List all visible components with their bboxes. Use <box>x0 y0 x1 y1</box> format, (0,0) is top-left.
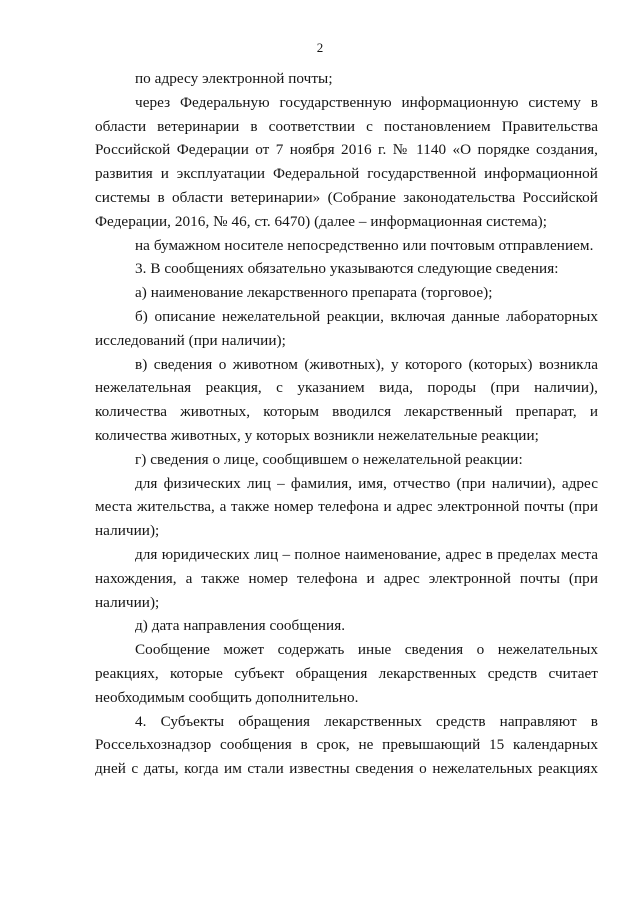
paragraph-item-v: в) сведения о животном (животных), у которого (которых) возникла нежелательная реакция, с указанием вида, породы (при наличии), количества животных, которым вводился лекарственный препарат, и количества животных, у которых возникли нежелательные реакции; <box>95 355 598 444</box>
paragraph-item-b: б) описание нежелательной реакции, включая данные лабораторных исследований (при наличии); <box>95 307 598 349</box>
paragraph-item-a: а) наименование лекарственного препарата (торговое); <box>135 284 493 302</box>
paragraph-additional-info: Сообщение может содержать иные сведения о нежелательных реакциях, которые субъект обращения лекарственных средств считает необходимым сообщить дополнительно. <box>95 641 598 706</box>
paragraph-information-system-channel: через Федеральную государственную информационную систему в области ветеринарии в соответствии с постановлением Правительства Российской Федерации от 7 ноября 2016 г. № 1140 «О порядке создания, развития и эксплуатации Федеральной государственной информационной системы в области ветеринарии» (Собрание законодательства Российской Федерации, 2016, № 46, ст. 6470) (далее – информационная система); <box>95 93 598 230</box>
paragraph-item-d: д) дата направления сообщения. <box>135 617 346 635</box>
paragraph-legal-entities: для юридических лиц – полное наименование, адрес в пределах места нахождения, а также номер телефона и адрес электронной почты (при наличии); <box>95 545 598 611</box>
document-body <box>95 67 598 781</box>
page-number: 2 <box>316 40 324 55</box>
paragraph-individuals: для физических лиц – фамилия, имя, отчество (при наличии), адрес места жительства, а также номер телефона и адрес электронной почты (при наличии); <box>95 474 598 540</box>
paragraph-email-channel: по адресу электронной почты; <box>135 70 333 87</box>
paragraph-paper-channel: на бумажном носителе непосредственно или почтовым отправлением. <box>135 236 594 254</box>
paragraph-item-g: г) сведения о лице, сообщившем о нежелательной реакции: <box>135 450 523 468</box>
paragraph-clause-4: 4. Субъекты обращения лекарственных средств направляют в Россельхознадзор сообщения в срок, не превышающий 15 календарных дней с даты, когда им стали известны сведения о нежелательных реакциях <box>95 712 598 778</box>
paragraph-clause-3-heading: 3. В сообщениях обязательно указываются следующие сведения: <box>135 260 559 278</box>
